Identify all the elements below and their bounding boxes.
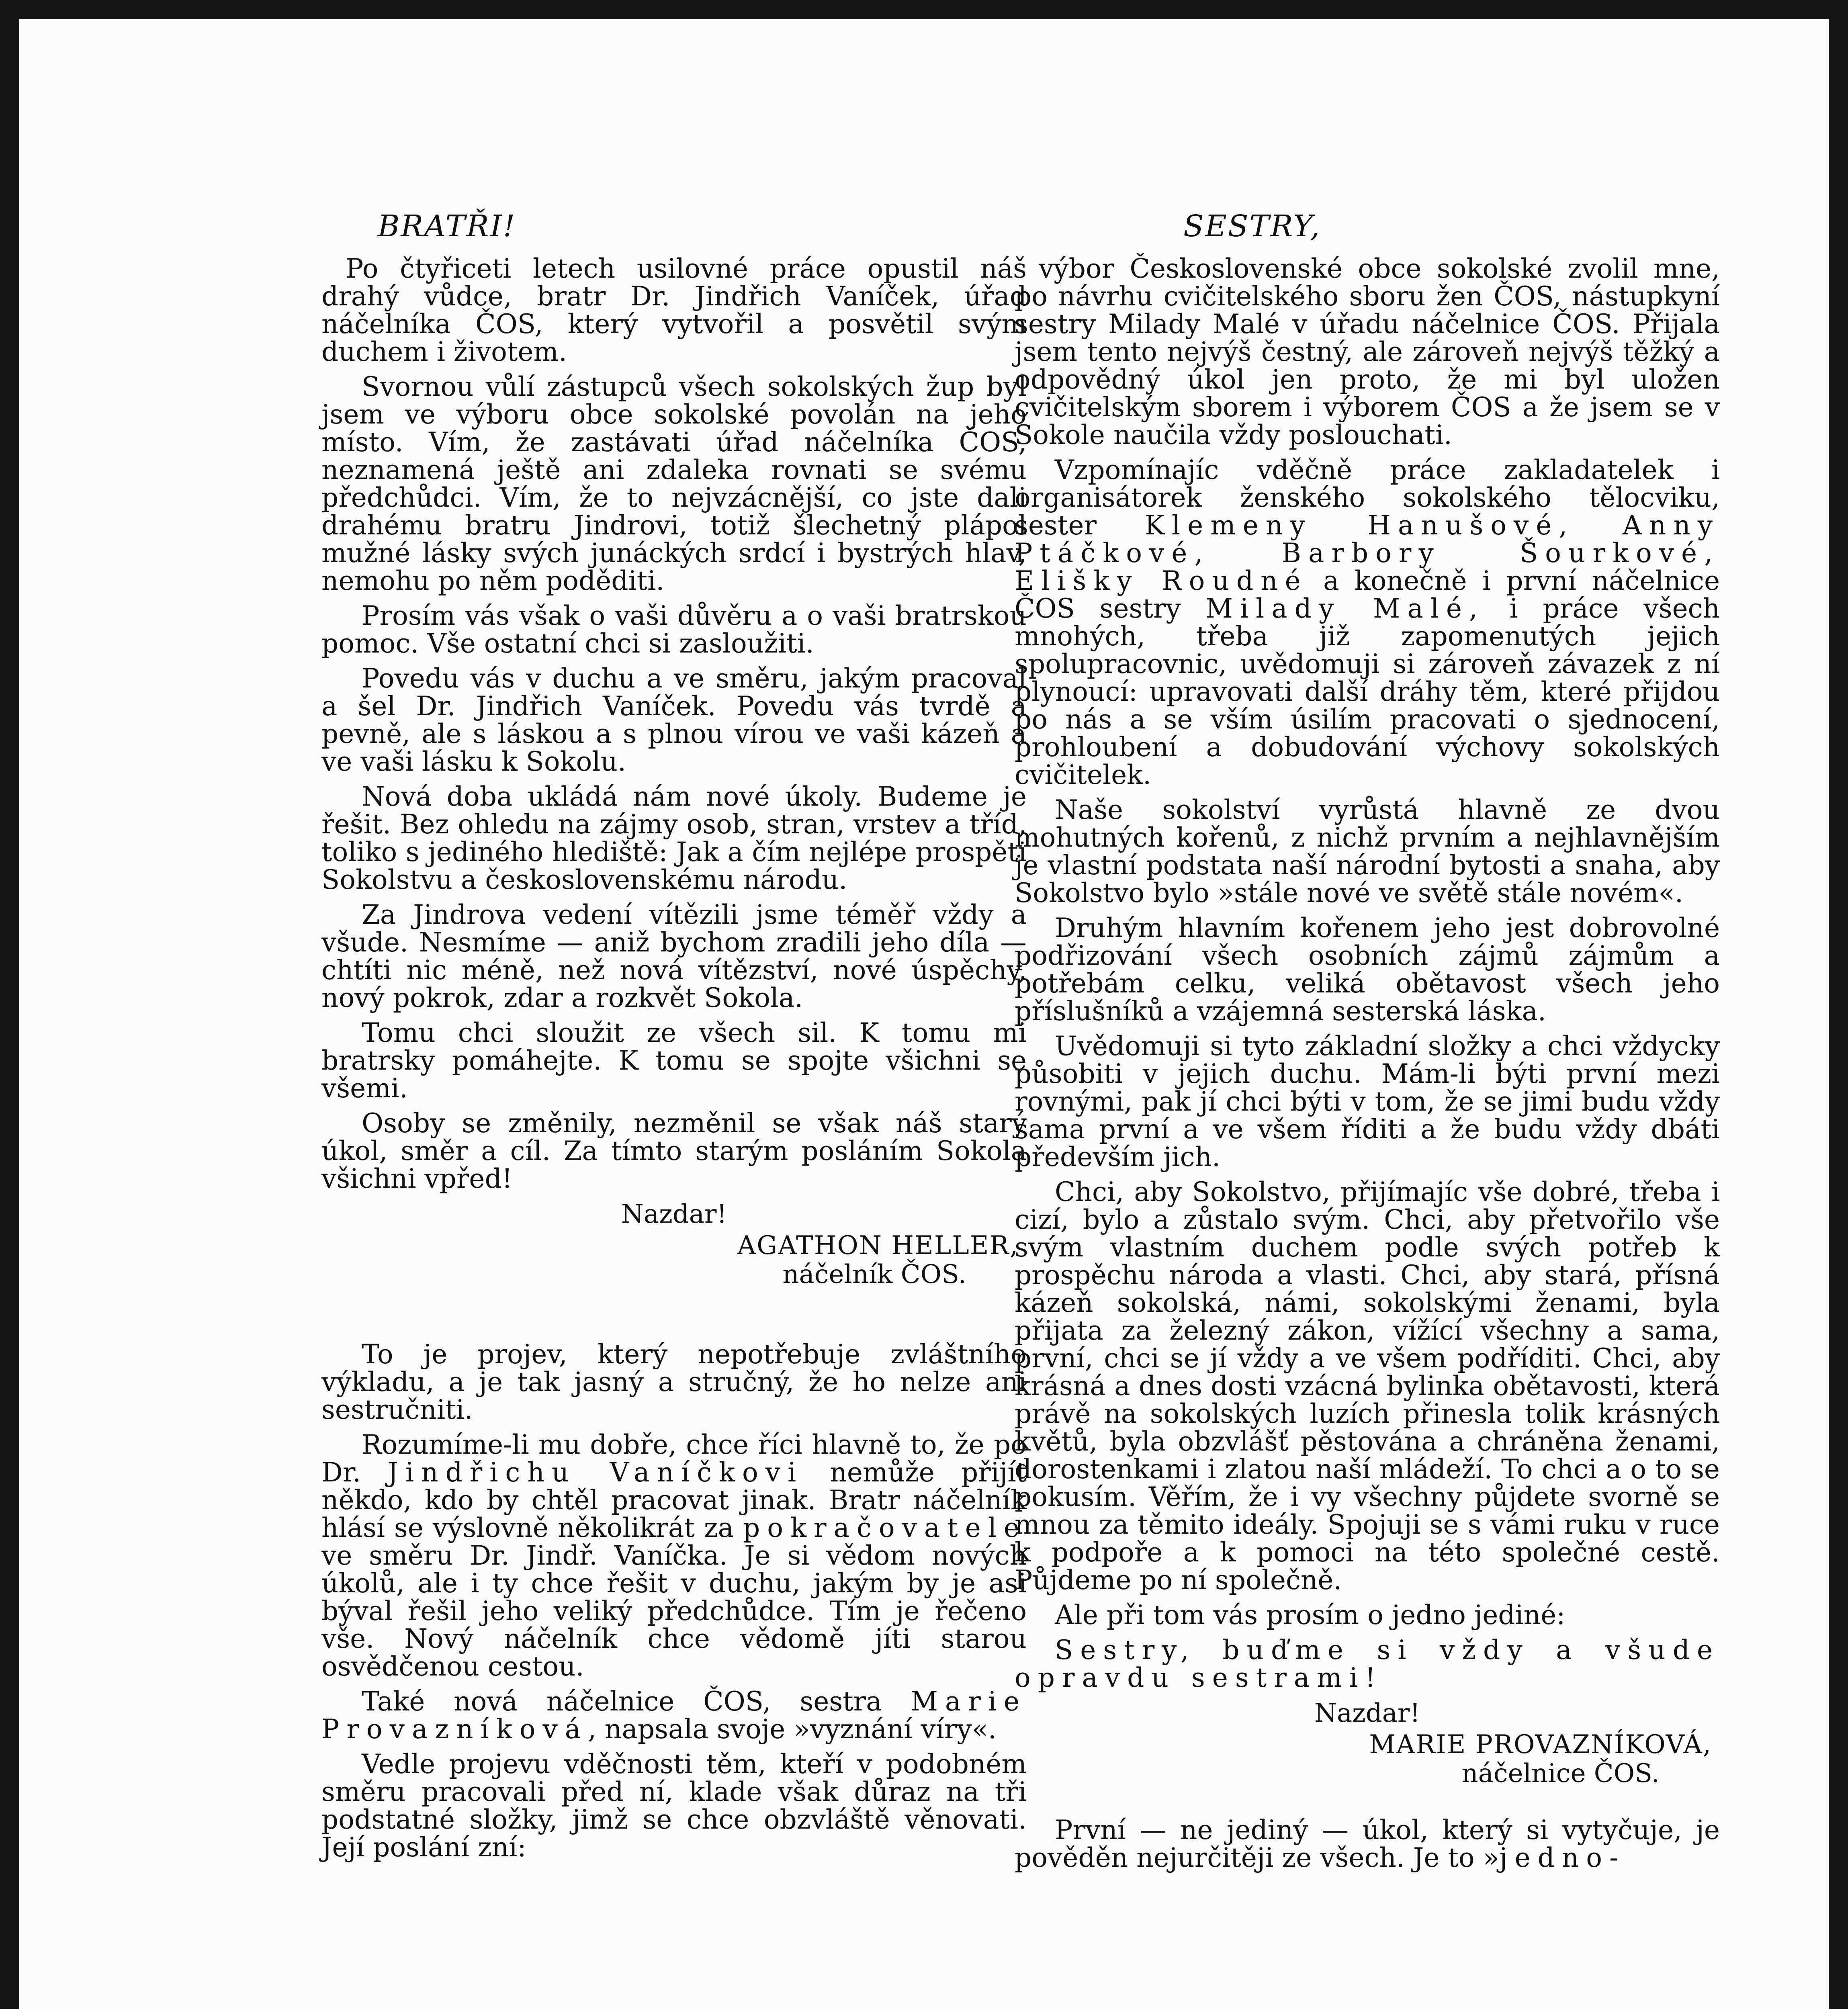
- paragraph: Vzpomínajíc vděčně práce zakladatelek i organisátorek ženského sokolského tělocviku, sester Klemeny Hanušové, Anny Ptáčkové, Barbory Šourkové, Elišky Roudné a konečně i první náčelnice ČOS sestry Milady Malé, i práce všech mnohých, třeba již zapomenutých jejich spolupracovnic, uvědomuji si zároveň závazek z ní plynoucí: upravovati další dráhy těm, které přijdou po nás a se vším úsilím pracovati o sjednocení, prohloubení a dobudování výchovy sokolských cvičitelek.: [1015, 454, 1720, 790]
- heading-sestry: SESTRY,: [1183, 209, 1321, 243]
- paragraph-appeal: Sestry, buďme si vždy a všude opravdu sestrami!: [1015, 1635, 1720, 1693]
- heading-bratri: BRATŘI!: [378, 209, 516, 243]
- signature-name: AGATHON HELLER,: [737, 1231, 1019, 1260]
- signature-name: MARIE PROVAZNÍKOVÁ,: [1369, 1730, 1712, 1759]
- signature-role: náčelnice ČOS.: [1461, 1759, 1660, 1788]
- paragraph: Také nová náčelnice ČOS, sestra Marie Provazníková, napsala svoje »vyznání víry«.: [321, 1686, 1027, 1745]
- paragraph: výbor Československé obce sokolské zvolil mne, po návrhu cvičitelského sboru žen ČOS, nástupkyní sestry Milady Malé v úřadu náčelnice ČOS. Přijala jsem tento nejvýš čestný, ale zároveň nejvýš těžký a odpovědný úkol jen proto, že mi byl uložen cvičitelským sborem i výborem ČOS a že jsem se v Sokole naučila vždy poslouchati.: [1015, 253, 1720, 450]
- closing-greeting: Nazdar!: [621, 1199, 727, 1229]
- right-column: [1015, 209, 1720, 1879]
- closing-greeting: Nazdar!: [1314, 1698, 1420, 1728]
- paragraph: První — ne jediný — úkol, který si vytyčuje, je pověděn nejurčitěji ze všech. Je to »jedno-: [1015, 1815, 1720, 1873]
- left-column: [321, 209, 1027, 1868]
- signature-role: náčelník ČOS.: [782, 1260, 966, 1289]
- paragraph: Chci, aby Sokolstvo, přijímajíc vše dobré, třeba i cizí, bylo a zůstalo svým. Chci, aby přetvořilo vše svým vlastním duchem podle svých potřeb k prospěchu národa a vlasti. Chci, aby stará, přísná kázeň sokolská, námi, sokolskými ženami, byla přijata za železný zákon, vížící všechny a sama, první, chci se jí vždy a ve všem podříditi. Chci, aby krásná a dnes dosti vzácná bylinka obětavosti, která právě na sokolských luzích přinesla tolik krásných květů, byla obzvlášť pěstována a chráněna ženami, dorostenkami i zlatou naší mládeží. To chci a o to se pokusím. Věřím, že i vy všechny půjdete svorně se mnou za těmito ideály. Spojuji se s vámi ruku v ruce k podpoře a k pomoci na této společné cestě. Půjdeme po ní společně.: [1015, 1176, 1720, 1596]
- paragraph: Za Jindrova vedení vítězili jsme téměř vždy a všude. Nesmíme — aniž bychom zradili jeho díla — chtíti nic méně, než nová vítězství, nové úspěchy, nový pokrok, zdar a rozkvět Sokola.: [321, 899, 1027, 1013]
- section-gap: [321, 1289, 1027, 1333]
- paragraph: Povedu vás v duchu a ve směru, jakým pracoval a šel Dr. Jindřich Vaníček. Povedu vás tvrdě a pevně, ale s láskou a s plnou vírou ve vaši kázeň a ve vaši lásku k Sokolu.: [321, 663, 1027, 777]
- paragraph: Vedle projevu vděčnosti těm, kteří v podobném směru pracovali před ní, klade však důraz na tři podstatné složky, jimž se chce obzvláště věnovati. Její poslání zní:: [321, 1749, 1027, 1863]
- paragraph: Uvědomuji si tyto základní složky a chci vždycky působiti v jejich duchu. Mám-li býti první mezi rovnými, pak jí chci býti v tom, že se jimi budu vždy sama první a ve všem říditi a že budu vždy dbáti především jich.: [1015, 1031, 1720, 1172]
- paragraph: To je projev, který nepotřebuje zvláštního výkladu, a je tak jasný a stručný, že ho nelze ani sestručniti.: [321, 1339, 1027, 1425]
- paragraph: Ale při tom vás prosím o jedno jediné:: [1055, 1600, 1566, 1631]
- paragraph: Tomu chci sloužit ze všech sil. K tomu mi bratrsky pomáhejte. K tomu se spojte všichni se všemi.: [321, 1017, 1027, 1104]
- commentary: [321, 1340, 1027, 1861]
- paragraph: Prosím vás však o vaši důvěru a o vaši bratrskou pomoc. Vše ostatní chci si zasloužiti.: [321, 600, 1027, 659]
- paragraph: Osoby se změnily, nezměnil se však náš starý úkol, směr a cíl. Za tímto starým posláním Sokola všichni vpřed!: [321, 1108, 1027, 1194]
- paragraph: Nová doba ukládá nám nové úkoly. Budeme je řešit. Bez ohledu na zájmy osob, stran, vrstev a tříd, toliko s jediného hlediště: Jak a čím nejlépe prospěti Sokolstvu a československému národu.: [321, 781, 1027, 895]
- paragraph: Po čtyřiceti letech usilovné práce opustil náš drahý vůdce, bratr Dr. Jindřich Vaníček, úřad náčelníka ČOS, který vytvořil a posvětil svým duchem i životem.: [321, 253, 1027, 367]
- section-gap: [1015, 1788, 1720, 1816]
- paragraph: Rozumíme-li mu dobře, chce říci hlavně to, že po Dr. Jindřichu Vaníčkovi nemůže přijít někdo, kdo by chtěl pracovat jinak. Bratr náčelník hlásí se výslovně několikrát za pokračovatele ve směru Dr. Jindř. Vaníčka. Je si vědom nových úkolů, ale i ty chce řešit v duchu, jakým by je asi býval řešil jeho veliký předchůdce. Tím je řečeno vše. Nový náčelník chce vědomě jíti starou osvědčenou cestou.: [321, 1429, 1027, 1682]
- paragraph: Svornou vůlí zástupců všech sokolských žup byl jsem ve výboru obce sokolské povolán na jeho místo. Vím, že zastávati úřad náčelníka ČOS, neznamená ještě ani zdaleka rovnati se svému předchůdci. Vím, že to nejvzácnější, co jste dali drahému bratru Jindrovi, totiž šlechetný plápol mužné lásky svých junáckých srdcí i bystrých hlav, nemohu po něm poděditi.: [321, 371, 1027, 596]
- paragraph: Druhým hlavním kořenem jeho jest dobrovolné podřizování všech osobních zájmů zájmům a potřebám celku, veliká obětavost všech jeho příslušníků a vzájemná sesterská láska.: [1015, 912, 1720, 1027]
- paragraph: Naše sokolství vyrůstá hlavně ze dvou mohutných kořenů, z nichž prvním a nejhlavnějším je vlastní podstata naší národní bytosti a snaha, aby Sokolstvo bylo »stále nové ve světě stále novém«.: [1015, 794, 1720, 908]
